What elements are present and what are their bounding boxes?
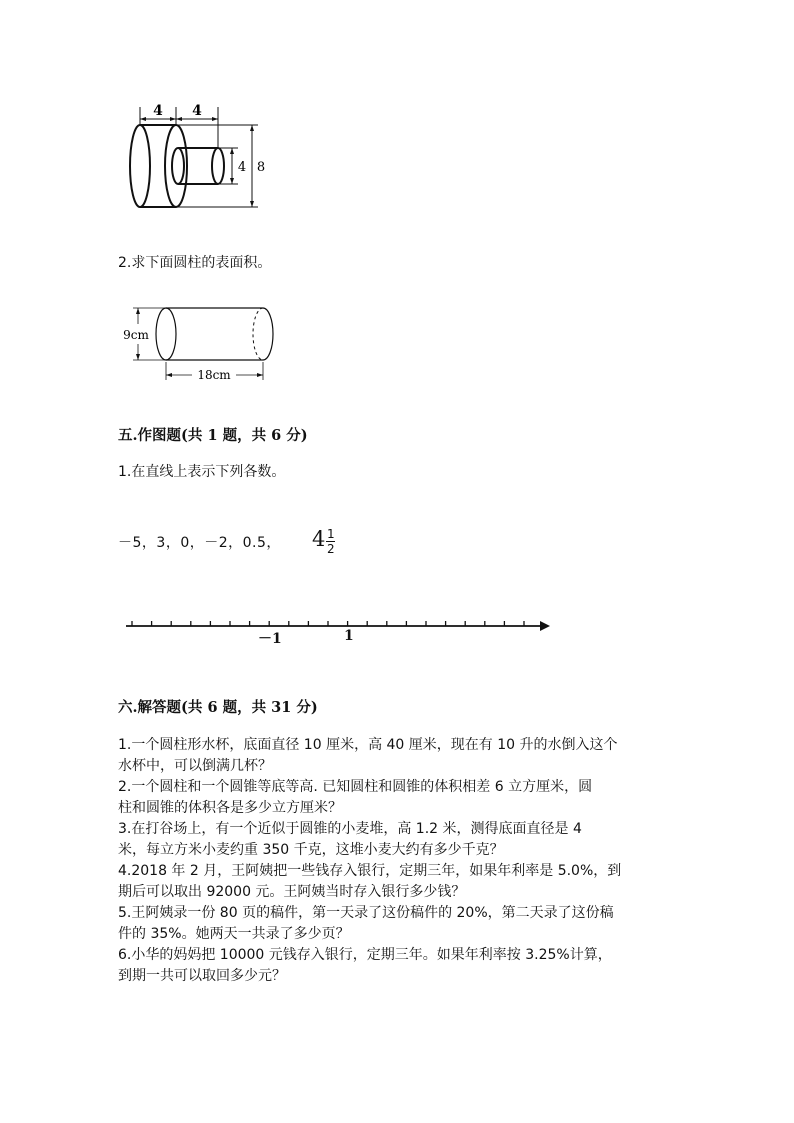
stepped-cylinder-figure xyxy=(118,95,278,220)
number-line xyxy=(120,612,560,652)
question-line: 到期一共可以取回多少元？ xyxy=(118,968,286,984)
question-item xyxy=(118,861,678,903)
length-label: 18cm xyxy=(197,368,231,382)
question-line: 期后可以取出 92000 元。王阿姨当时存入银行多少钱？ xyxy=(118,884,466,900)
question-line: 2.一个圆柱和一个圆锥等底等高. 已知圆柱和圆锥的体积相差 6 立方厘米，圆 xyxy=(118,779,593,795)
number-line-ticks xyxy=(132,621,524,626)
height-label: 9cm xyxy=(123,328,149,342)
section-5-title: 五.作图题(共 1 题，共 6 分) xyxy=(118,427,308,444)
numbers-list: －5，3，0，－2，0.5， xyxy=(118,535,281,551)
question-item xyxy=(118,735,678,777)
question-line: 水杯中，可以倒满几杯？ xyxy=(118,758,272,774)
question-line: 米，每立方米小麦约重 350 千克，这堆小麦大约有多少千克？ xyxy=(118,842,504,858)
mixed-whole: 4 xyxy=(312,527,326,551)
axis-label-1: 1 xyxy=(344,628,354,644)
axis-label-neg1: －1 xyxy=(258,631,282,647)
question-line: 5.王阿姨录一份 80 页的稿件，第一天录了这份稿件的 20%，第二天录了这份稿 xyxy=(118,905,614,921)
question-2-prompt: 2.求下面圆柱的表面积。 xyxy=(118,255,272,271)
dim-outer-height: 8 xyxy=(256,160,266,175)
question-line: 6.小华的妈妈把 10000 元钱存入银行，定期三年。如果年利率按 3.25%计算， xyxy=(118,947,612,963)
fraction-numerator: 1 xyxy=(327,527,335,541)
question-line: 件的 35%。她两天一共录了多少页？ xyxy=(118,926,350,942)
section-6-title: 六.解答题(共 6 题，共 31 分) xyxy=(118,699,318,716)
question-item xyxy=(118,777,678,819)
cylinder-figure xyxy=(118,300,288,390)
question-item xyxy=(118,945,678,987)
question-item xyxy=(118,903,678,945)
question-line: 4.2018 年 2 月，王阿姨把一些钱存入银行，定期三年，如果年利率是 5.0%，到 xyxy=(118,863,622,879)
dim-inner-height: 4 xyxy=(237,160,247,175)
question-line: 柱和圆锥的体积各是多少立方厘米？ xyxy=(118,800,342,816)
fraction-denominator: 2 xyxy=(327,542,335,556)
section-5-question-1: 1.在直线上表示下列各数。 xyxy=(118,464,286,480)
mixed-number xyxy=(312,527,335,555)
mixed-fraction xyxy=(326,528,335,555)
question-item xyxy=(118,819,678,861)
dim-top-left: 4 xyxy=(153,103,163,119)
question-line: 1.一个圆柱形水杯，底面直径 10 厘米，高 40 厘米，现在有 10 升的水倒入这个 xyxy=(118,737,618,753)
question-line: 3.在打谷场上，有一个近似于圆锥的小麦堆，高 1.2 米，测得底面直径是 4 xyxy=(118,821,582,837)
dim-top-right: 4 xyxy=(192,103,202,119)
question-list xyxy=(118,735,678,987)
